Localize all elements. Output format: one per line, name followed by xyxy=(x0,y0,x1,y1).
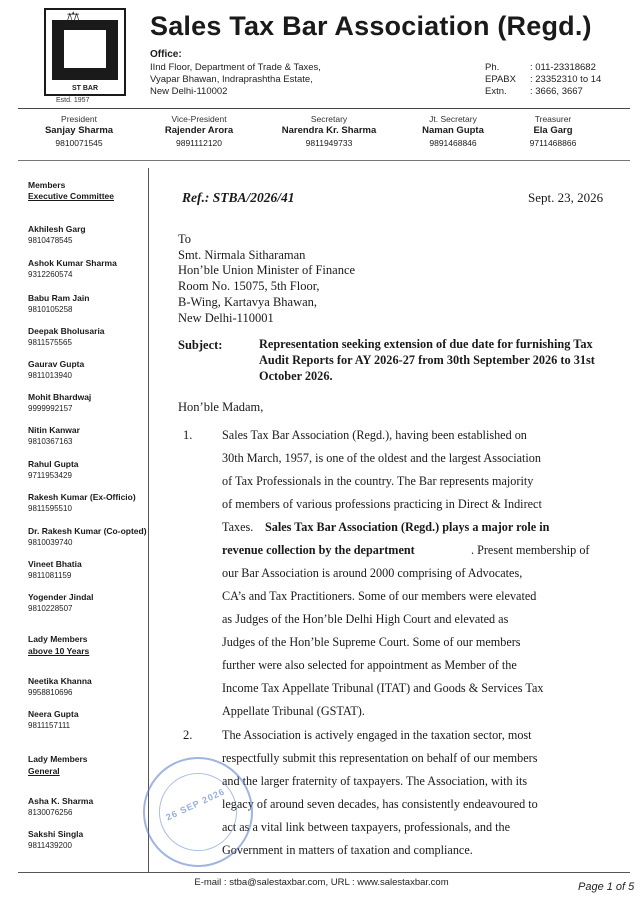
member-name: Sakshi Singla xyxy=(28,829,84,839)
member-phone: 9810367163 xyxy=(28,437,73,446)
logo-emblem xyxy=(52,20,118,80)
reference-number: Ref.: STBA/2026/41 xyxy=(182,190,295,205)
letter-date: Sept. 23, 2026 xyxy=(528,190,604,205)
address-line: New Delhi-110001 xyxy=(178,311,274,325)
member-name: Gaurav Gupta xyxy=(28,359,85,369)
address-line: B-Wing, Kartavya Bhawan, xyxy=(178,295,318,309)
member-phone: 9810228507 xyxy=(28,604,73,613)
officer-name: Narendra Kr. Sharma xyxy=(281,125,377,136)
subject-text: Representation seeking extension of due date for furnishing Tax Audit Reports for AY 2026-27 from 30th September 2026 to 31st October 2026. xyxy=(259,337,595,383)
member-name: Asha K. Sharma xyxy=(28,796,94,806)
officer-phone: 9711468866 xyxy=(529,138,577,148)
office-address-line: Vyapar Bhawan, Indraprashtha Estate, xyxy=(150,74,313,85)
paragraph-line: Taxes. xyxy=(222,520,254,534)
member-phone: 9810478545 xyxy=(28,236,73,245)
office-address-line: New Delhi-110002 xyxy=(150,86,228,97)
association-logo xyxy=(44,8,126,96)
lady-members-subheading: General xyxy=(28,766,60,776)
paragraph-line: and the larger fraternity of taxpayers. The Association, with its xyxy=(222,774,528,788)
members-heading: Members xyxy=(28,180,66,190)
officer-name: Ela Garg xyxy=(533,125,573,136)
paragraph-line: legacy of around seven decades, has consistently endeavoured to xyxy=(222,797,538,811)
paragraph-line: Government in matters of taxation and compliance. xyxy=(222,843,473,857)
officer-president xyxy=(24,114,134,148)
officer-role: Vice-President xyxy=(171,114,227,124)
contact-label: Ph. xyxy=(485,62,500,73)
member-phone: 9811157111 xyxy=(28,721,71,730)
contact-value: : 3666, 3667 xyxy=(530,86,583,97)
paragraph-emphasis: Sales Tax Bar Association (Regd.) plays a major role in xyxy=(265,520,550,534)
member-phone: 9958810696 xyxy=(28,688,73,697)
member-name: Neera Gupta xyxy=(28,709,79,719)
contact-label: EPABX xyxy=(485,74,516,85)
officer-phone: 9891468846 xyxy=(429,138,477,148)
lady-members-subheading: above 10 Years xyxy=(28,646,90,656)
paragraph-line: Judges of the Hon’ble Supreme Court. Some of our members xyxy=(222,635,521,649)
officer-name: Sanjay Sharma xyxy=(44,125,114,136)
member-name: Mohit Bhardwaj xyxy=(28,392,92,402)
paragraph-line: further were also selected for appointment as Member of the xyxy=(222,658,517,672)
column-divider xyxy=(148,168,149,873)
address-line: To xyxy=(178,232,192,246)
member-phone: 9811081159 xyxy=(28,571,72,580)
logo-text: ST BAR xyxy=(71,85,99,92)
office-label: Office: xyxy=(150,49,182,60)
footer-divider xyxy=(18,872,630,873)
paragraph-line: Sales Tax Bar Association (Regd.), having been established on xyxy=(222,428,527,442)
officer-role: Secretary xyxy=(310,114,348,124)
scales-of-justice-icon: ⚖ xyxy=(66,8,81,27)
member-phone: 9810105258 xyxy=(28,305,73,314)
paragraph-line: as Judges of the Hon’ble Delhi High Court and elevated as xyxy=(222,612,509,626)
paragraph-line: . Present membership of xyxy=(471,543,590,557)
address-line: Smt. Nirmala Sitharaman xyxy=(178,248,306,262)
lady-members-heading: Lady Members xyxy=(28,754,88,764)
stamp-date: 26 SEP 2026 xyxy=(164,786,227,823)
address-line: Hon’ble Union Minister of Finance xyxy=(178,263,356,277)
member-name: Dr. Rakesh Kumar (Co-opted) xyxy=(28,526,147,536)
paragraph-line: Income Tax Appellate Tribunal (ITAT) and Goods & Services Tax xyxy=(222,681,544,695)
paragraph-line: of members of various professions practicing in Direct & Indirect xyxy=(222,497,542,511)
officer-name: Rajender Arora xyxy=(164,125,234,136)
officer-role: Treasurer xyxy=(534,114,572,124)
officer-role: President xyxy=(61,114,97,124)
member-name: Ashok Kumar Sharma xyxy=(28,258,117,268)
member-phone: 9811439200 xyxy=(28,841,72,850)
contact-label: Extn. xyxy=(485,86,507,97)
paragraph-line: of Tax Professionals in the country. The Bar represents majority xyxy=(222,474,534,488)
member-name: Neetika Khanna xyxy=(28,676,92,686)
member-phone: 9811013940 xyxy=(28,371,72,380)
member-name: Babu Ram Jain xyxy=(28,293,90,303)
member-name: Yogender Jindal xyxy=(28,592,94,602)
member-phone: 9810039740 xyxy=(28,538,73,547)
officer-joint-secretary xyxy=(398,114,508,148)
officer-vice-president xyxy=(144,114,254,148)
subject-label: Subject: xyxy=(178,338,223,352)
officer-name: Naman Gupta xyxy=(422,125,484,136)
member-phone: 9312260574 xyxy=(28,270,73,279)
address-line: Room No. 15075, 5th Floor, xyxy=(178,279,320,293)
lady-members-heading: Lady Members xyxy=(28,634,88,644)
paragraph-line: our Bar Association is around 2000 comprising of Advocates, xyxy=(222,566,523,580)
office-address-line: IInd Floor, Department of Trade & Taxes, xyxy=(150,62,321,73)
paragraph-line: respectfully submit this representation on behalf of our members xyxy=(222,751,538,765)
member-name: Vineet Bhatia xyxy=(28,559,82,569)
member-name: Nitin Kanwar xyxy=(28,425,80,435)
member-name: Deepak Bholusaria xyxy=(28,326,105,336)
header-divider xyxy=(18,108,630,109)
member-name: Rahul Gupta xyxy=(28,459,79,469)
officer-phone: 9810071545 xyxy=(55,138,103,148)
member-phone: 9711953429 xyxy=(28,471,72,480)
salutation: Hon’ble Madam, xyxy=(178,400,264,414)
member-phone: 9811595510 xyxy=(28,504,72,513)
officer-phone: 9811949733 xyxy=(305,138,353,148)
officers-divider xyxy=(18,160,630,161)
established-year: Estd. 1957 xyxy=(56,97,90,104)
contact-value: : 011-23318682 xyxy=(530,62,596,73)
member-phone: 9811575565 xyxy=(28,338,72,347)
paragraph-line: 30th March, 1957, is one of the oldest and the largest Association xyxy=(222,451,541,465)
member-phone: 8130076256 xyxy=(28,808,73,817)
member-name: Akhilesh Garg xyxy=(28,224,86,234)
paragraph-number: 1. xyxy=(183,428,193,442)
paragraph-line: The Association is actively engaged in the taxation sector, most xyxy=(222,728,532,742)
executive-committee-heading: Executive Committee xyxy=(28,191,114,201)
officer-secretary xyxy=(269,114,389,148)
footer-contact: E-mail : stba@salestaxbar.com, URL : www.salestaxbar.com xyxy=(194,877,449,888)
paragraph-line: Appellate Tribunal (GSTAT). xyxy=(222,704,365,718)
organization-name: Sales Tax Bar Association (Regd.) xyxy=(150,11,592,41)
member-phone: 9999992157 xyxy=(28,404,73,413)
paragraph-line: CA’s and Tax Practitioners. Some of our members were elevated xyxy=(222,589,537,603)
paragraph-number: 2. xyxy=(183,728,193,742)
officer-phone: 9891112120 xyxy=(175,138,222,148)
paragraph-emphasis: revenue collection by the department xyxy=(222,543,415,557)
paragraph-line: act as a vital link between taxpayers, professionals, and the xyxy=(222,820,511,834)
officer-treasurer xyxy=(498,114,608,148)
page-number: Page 1 of 5 xyxy=(578,881,635,893)
contact-value: : 23352310 to 14 xyxy=(530,74,602,85)
officer-role: Jt. Secretary xyxy=(429,114,477,124)
member-name: Rakesh Kumar (Ex-Officio) xyxy=(28,492,136,502)
